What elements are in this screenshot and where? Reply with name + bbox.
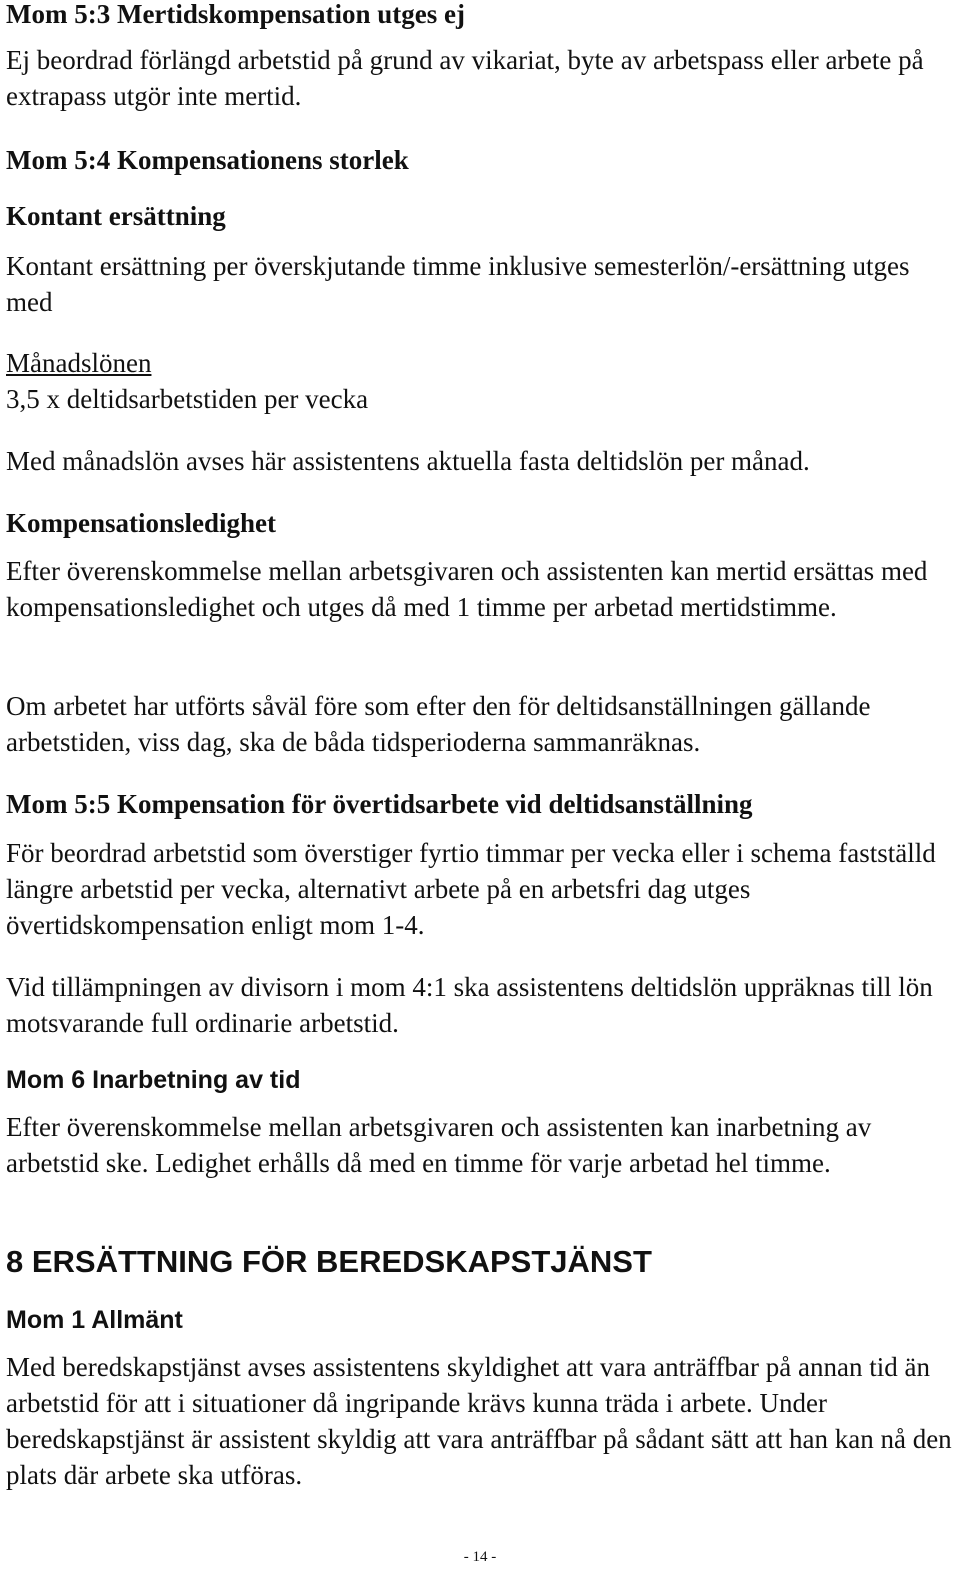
section-heading-mom-5-5: Mom 5:5 Kompensation för övertidsarbete vid deltidsanställning [6, 789, 753, 819]
paragraph-inarbetning: Efter överenskommelse mellan arbetsgivaren och assistenten kan inarbetning av arbetstid ske. Ledighet erhålls då med en timme för varje arbetad hel timme. [6, 1112, 872, 1178]
paragraph-beredskapstjanst: Med beredskapstjänst avses assistentens skyldighet att vara anträffbar på annan tid än arbetstid för att i situationer då ingripande krävs kunna träda i arbete. Under beredskapstjänst är assistent skyldig att vara anträffbar på sådant sätt att han kan nå den plats där arbete ska utföras. [6, 1352, 952, 1490]
paragraph-mom-5-3: Ej beordrad förlängd arbetstid på grund av vikariat, byte av arbetspass eller arbete på extrapass utgör inte mertid. [6, 45, 924, 111]
paragraph-kontant-ersattning: Kontant ersättning per överskjutande timme inklusive semesterlön/-ersättning utges med [6, 251, 910, 317]
paragraph-divisor: Vid tillämpningen av divisorn i mom 4:1 ska assistentens deltidslön uppräknas till lön motsvarande full ordinarie arbetstid. [6, 972, 933, 1038]
paragraph-overtidsarbete: För beordrad arbetstid som överstiger fyrtio timmar per vecka eller i schema fastställd längre arbetstid per vecka, alternativt arbete på en arbetsfri dag utges övertidskompensation enligt mom 1-4. [6, 838, 936, 940]
section-heading-mom-6: Mom 6 Inarbetning av tid [6, 1066, 301, 1094]
page-number: - 14 - [463, 1549, 497, 1565]
section-heading-mom-5-3: Mom 5:3 Mertidskompensation utges ej [6, 0, 465, 29]
paragraph-manadslon-definition: Med månadslön avses här assistentens aktuella fasta deltidslön per månad. [6, 446, 810, 476]
section-heading-mom-1-allmant: Mom 1 Allmänt [6, 1306, 183, 1334]
paragraph-sammanrakning: Om arbetet har utförts såväl före som efter den för deltidsanställningen gällande arbetstiden, viss dag, ska de båda tidsperioderna sammanräknas. [6, 691, 871, 757]
chapter-heading-8: 8 ERSÄTTNING FÖR BEREDSKAPSTJÄNST [6, 1244, 652, 1279]
paragraph-kompensationsledighet: Efter överenskommelse mellan arbetsgivaren och assistenten kan mertid ersättas med kompensationsledighet och utges då med 1 timme per arbetad mertidstimme. [6, 556, 928, 622]
section-heading-mom-5-4: Mom 5:4 Kompensationens storlek [6, 145, 409, 175]
label-manadslonen: Månadslönen [6, 348, 152, 378]
subheading-kompensationsledighet: Kompensationsledighet [6, 508, 277, 538]
formula-text: 3,5 x deltidsarbetstiden per vecka [6, 384, 369, 414]
subheading-kontant-ersattning: Kontant ersättning [6, 201, 226, 231]
